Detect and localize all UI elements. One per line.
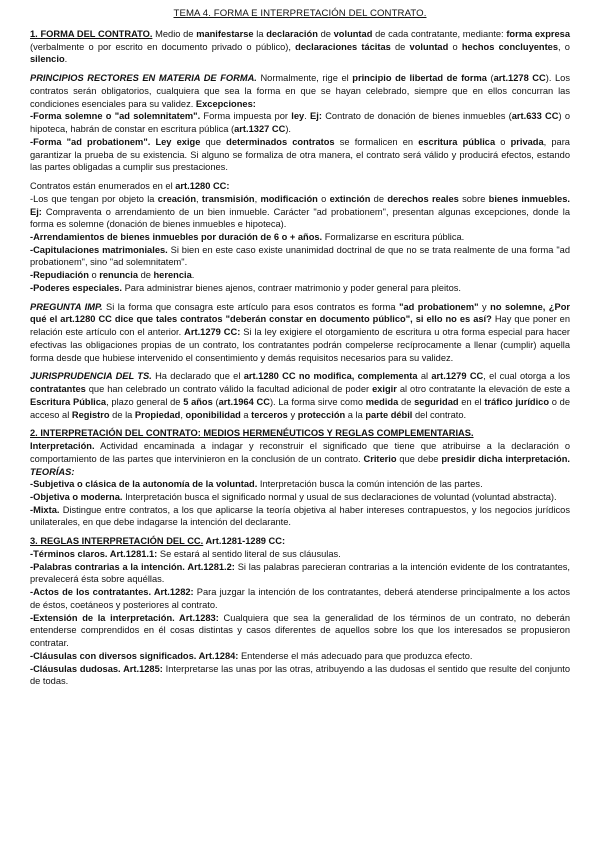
bold-term: art.1964 CC: [218, 396, 270, 407]
text: de: [137, 270, 154, 281]
bold-term: -Palabras contrarias a la intención. Art.1281.2:: [30, 561, 235, 572]
bold-term: -Subjetiva o clásica de la autonomía de la voluntad.: [30, 479, 258, 490]
text: o de acceso al: [30, 396, 570, 420]
text: , el cual otorga a los: [483, 371, 570, 382]
bold-term: Criterio: [363, 453, 397, 464]
bold-term: declaraciones tácitas: [295, 41, 391, 52]
text: Interpretación busca el significado normal y usual de sus declaraciones de voluntad (voluntad abstracta).: [122, 491, 557, 502]
text: o: [448, 41, 462, 52]
text: -Los que tengan por objeto la: [30, 193, 158, 204]
bold-term: -Capitulaciones matrimoniales.: [30, 244, 168, 255]
subheading: JURISPRUDENCIA DEL TS.: [30, 371, 152, 382]
bold-term: -Repudiación: [30, 270, 89, 281]
bold-term: forma expresa: [506, 29, 571, 39]
text: .: [304, 111, 311, 122]
bold-term: -Términos claros. Art.1281.1:: [30, 548, 158, 559]
bold-term: herencia: [153, 270, 192, 281]
document-title: TEMA 4. FORMA E INTERPRETACIÓN DEL CONTRATO.: [173, 8, 427, 19]
bold-term: bienes inmuebles.: [488, 193, 570, 204]
list-item-clausulas-diversos: [30, 650, 570, 663]
text: Para administrar bienes ajenos, contraer matrimonio y poder general para pleitos.: [122, 282, 461, 293]
bold-term: art.1327 CC: [234, 124, 286, 135]
bold-term: -Extensión de la interpretación. Art.1283:: [30, 612, 219, 623]
text: Formalizarse en escritura pública.: [322, 232, 465, 243]
bold-term: -Forma solemne o "ad solemnitatem".: [30, 111, 201, 122]
bold-term: contratantes: [30, 384, 86, 395]
text: Para juzgar la intención de los contratantes, deberá atenderse principalmente a los actos de éstos, coetáneos y posteriores al contrato.: [30, 587, 570, 610]
bold-term: tráfico jurídico: [484, 396, 550, 407]
section-heading: 2. INTERPRETACIÓN DEL CONTRATO: MEDIOS HERMENÉUTICOS Y REGLAS COMPLEMENTARIAS.: [30, 428, 474, 439]
section-heading: 3. REGLAS INTERPRETACIÓN DEL CC.: [30, 536, 204, 547]
text: , o: [558, 41, 570, 52]
text: , para garantizar la prueba de su existencia. Si alguno se formaliza de otra manera, el contrato será válido y producirá efectos, estando las partes obligadas a cumplir sus prestaciones.: [30, 136, 570, 173]
bold-term: art.1279 CC: [431, 371, 484, 382]
bold-term: principio de libertad de forma: [352, 73, 487, 84]
paragraph-jurisprudencia: [30, 370, 570, 421]
list-item-teoria-subjetiva: [30, 478, 570, 491]
bold-term: no solemne, ¿Por qué el art.1280 CC dice que tales contratos "deberán constar en documento público", si ello no es así?: [30, 301, 570, 325]
bold-term: Art.1281-1289 CC:: [203, 536, 286, 547]
bold-term: art.1280 CC no modifica, complementa: [243, 371, 418, 382]
bold-term: modificación: [260, 193, 318, 204]
bold-term: creación: [157, 193, 197, 204]
bold-term: Escritura Pública: [30, 396, 107, 407]
text: Si las palabras parecieran contrarias a la intención evidente de los contratantes, prevalecerá ésta sobre aquéllas.: [30, 561, 570, 585]
list-item-actos-contratantes: [30, 586, 570, 611]
text: Si la forma que consagra este artículo para esos contratos es forma: [102, 301, 400, 312]
paragraph-reglas-interpretacion: [30, 535, 570, 548]
text: ,: [254, 193, 261, 204]
list-item-forma-solemne: [30, 110, 570, 135]
text: del contrato.: [412, 409, 467, 420]
bold-term: Art.1279 CC:: [184, 327, 241, 338]
text: Entenderse el más adecuado para que produzca efecto.: [238, 650, 473, 661]
bold-term: protección: [297, 409, 346, 420]
text: Interpretación busca la común intención de las partes.: [257, 479, 483, 490]
text: o: [88, 270, 100, 281]
bold-term: "ad probationem": [399, 301, 479, 312]
text: al: [417, 371, 432, 382]
text: Distingue entre contratos, a los que aplicarse la teoría objetiva al haber intereses contrapuestos, y los negocios jurídicos unilaterales, en que debe indagarse la intención del declarante.: [30, 504, 570, 528]
text: Cualquiera que sea la generalidad de los términos de un contrato, no deberán entenderse comprendidos en él cosas distintas y casos diferentes de aquellos sobre los que los interesados se propusieron contratar.: [30, 612, 571, 649]
list-item-terminos-claros: [30, 548, 570, 561]
text: Si bien en este caso existe unanimidad doctrinal de que no se trata realmente de una forma "ad probationem", sino "ad solemnitatem".: [30, 244, 570, 268]
text: (: [212, 396, 219, 407]
bold-term: derechos reales: [387, 193, 459, 204]
bold-term: privada: [510, 136, 544, 147]
bold-term: Ej:: [30, 206, 42, 217]
bold-term: renuncia: [99, 270, 138, 281]
paragraph-interpretacion: [30, 427, 570, 478]
bold-term: seguridad: [414, 396, 459, 407]
subheading: PREGUNTA IMP.: [30, 301, 103, 312]
text: ).: [285, 124, 291, 135]
list-item-extension-interpretacion: [30, 612, 570, 650]
text: Si la ley exigiere el otorgamiento de escritura u otra forma especial para hacer efectivas las obligaciones propias de un contrato, los contratantes podrán compelerse recíprocamente a llenar (cumplir) aquella forma desde que hubiese intervenido el consentimiento y demás requisitos necesarios para su validez.: [30, 327, 570, 363]
text: Actividad encaminada a indagar y reconstruir el significado que tiene que atribuirse a la declaración o comportamiento de las partes que intervinieron en la conclusión de un contrato.: [30, 441, 570, 464]
bold-term: -Poderes especiales.: [30, 282, 122, 293]
bold-term: presidir dicha interpretación.: [441, 453, 570, 464]
bold-term: art.1278 CC: [493, 73, 546, 84]
text: ) o hipoteca, habrán de constar en escritura pública (: [30, 111, 570, 135]
list-item-palabras-contrarias: [30, 561, 570, 586]
text: Se estará al sentido literal de sus cláusulas.: [157, 548, 341, 559]
bold-term: hechos concluyentes: [461, 41, 559, 52]
text: a: [240, 409, 252, 420]
text: y: [478, 301, 491, 312]
list-item-arrendamientos: [30, 231, 570, 244]
bold-term: art.1280 CC:: [175, 181, 230, 192]
text: al otro contratante la elevación de este a: [396, 384, 570, 395]
bold-term: -Forma "ad probationem". Ley exige: [30, 136, 201, 147]
text: (verbalmente o por escrito en documento privado o público),: [30, 41, 296, 52]
list-item-teoria-objetiva: [30, 491, 570, 504]
bold-term: Ej:: [310, 111, 322, 122]
bold-term: voluntad: [409, 41, 449, 52]
bold-term: -Cláusulas dudosas. Art.1285:: [30, 663, 163, 674]
paragraph-principios-rectores: [30, 72, 570, 110]
text: Contratos están enumerados en el: [30, 181, 176, 192]
bold-term: voluntad: [333, 29, 373, 39]
text: Contrato de donación de bienes inmuebles (: [321, 111, 512, 122]
text: de: [398, 396, 415, 407]
bold-term: exigir: [372, 384, 397, 395]
text: a la: [345, 409, 366, 420]
text: Normalmente, rige el: [256, 73, 353, 84]
text: de: [370, 193, 388, 204]
text: en el: [458, 396, 485, 407]
text: ,: [180, 409, 186, 420]
bold-italic-term: TEORÍAS:: [30, 466, 75, 477]
bold-term: oponibilidad: [185, 409, 241, 420]
list-item-capitulaciones: [30, 244, 570, 269]
text: o: [495, 136, 511, 147]
list-item-poderes-especiales: [30, 282, 570, 295]
bold-term: extinción: [329, 193, 371, 204]
text: que: [200, 136, 227, 147]
bold-term: declaración: [266, 29, 318, 39]
text: ). La forma sirve como: [269, 396, 366, 407]
text: y: [287, 409, 298, 420]
bold-term: parte débil: [365, 409, 413, 420]
text: Hay que poner en relación este artículo con el anterior.: [30, 314, 571, 338]
text: se formalicen en: [334, 136, 419, 147]
list-item-derechos-reales: [30, 193, 570, 231]
text: la: [253, 29, 267, 39]
text: ). Los contratos serán obligatorios, cualquiera que sea la forma en que se hayan celebrado, siempre que en ellos concurran las condiciones esenciales para su validez.: [30, 73, 570, 109]
paragraph-contratos-enumerados: [30, 180, 570, 193]
text: Medio de: [152, 29, 197, 39]
section-heading: 1. FORMA DEL CONTRATO.: [30, 29, 153, 39]
text: o: [317, 193, 330, 204]
text: .: [64, 54, 68, 65]
subheading: PRINCIPIOS RECTORES EN MATERIA DE FORMA.: [30, 73, 257, 84]
list-item-clausulas-dudosas: [30, 663, 570, 688]
bold-term: transmisión: [201, 193, 255, 204]
bold-term: -Actos de los contratantes. Art.1282:: [30, 587, 194, 598]
bold-term: medida: [365, 396, 399, 407]
text: Compraventa o arrendamiento de un bien inmueble. Carácter "ad probationem", presentan algunas excepciones, donde la forma es solemne (donación de bienes inmuebles e hipoteca).: [30, 206, 570, 230]
text: , plazo general de: [106, 396, 184, 407]
bold-term: determinados contratos: [226, 136, 335, 147]
bold-term: terceros: [251, 409, 288, 420]
text: que han celebrado un contrato válido la facultad adicional de poder: [85, 384, 373, 395]
text: .: [191, 270, 195, 281]
bold-term: Interpretación.: [30, 441, 95, 452]
bold-term: -Mixta.: [30, 504, 60, 515]
bold-term: 5 años: [183, 396, 213, 407]
text: (: [486, 73, 494, 84]
list-item-repudiacion: [30, 269, 570, 282]
bold-term: ley: [291, 111, 305, 122]
text: ,: [196, 193, 202, 204]
text: Interpretarse las unas por las otras, atribuyendo a las dudosas el sentido que resulte del conjunto de todas.: [30, 663, 570, 687]
text: Ha declarado que el: [151, 371, 244, 382]
bold-term: -Cláusulas con diversos significados. Art.1284:: [30, 650, 239, 661]
bold-term: Propiedad: [134, 409, 181, 420]
bold-term: silencio: [30, 54, 65, 65]
paragraph-forma-contrato: [30, 28, 570, 66]
bold-term: -Arrendamientos de bienes inmuebles por duración de 6 o + años.: [30, 232, 323, 243]
list-item-teoria-mixta: [30, 504, 570, 529]
text: Forma impuesta por: [200, 111, 292, 122]
bold-term: Registro: [71, 409, 110, 420]
bold-term: escritura pública: [418, 136, 496, 147]
bold-term: manifestarse: [196, 29, 254, 39]
text: sobre: [458, 193, 489, 204]
list-item-forma-ad-probationem: [30, 136, 570, 174]
paragraph-pregunta-imp: [30, 301, 570, 365]
bold-term: art.633 CC: [511, 111, 559, 122]
text: de cada contratante, mediante:: [372, 29, 507, 39]
text: de: [317, 29, 334, 39]
bold-term: -Objetiva o moderna.: [30, 491, 123, 502]
text: de la: [109, 409, 135, 420]
text: de: [390, 41, 410, 52]
text: que debe: [396, 453, 442, 464]
bold-term: Excepciones:: [195, 98, 256, 109]
